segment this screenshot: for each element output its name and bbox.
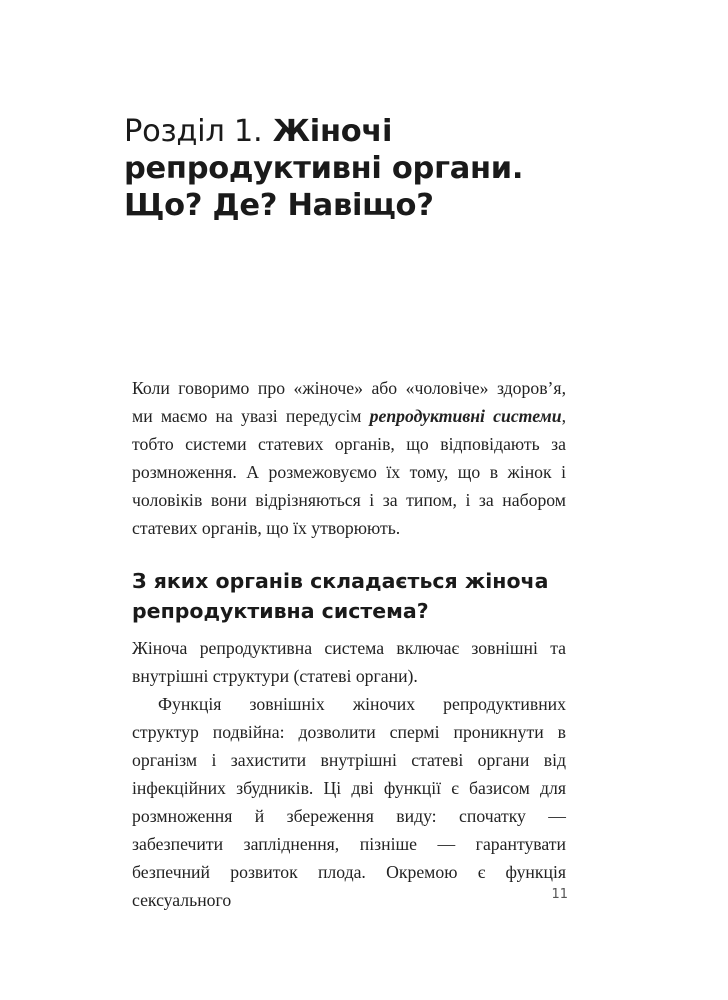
intro-paragraph <box>132 374 566 542</box>
chapter-title-text: Жіночі репродуктивні органи. Що? Де? Навіщо? <box>124 114 524 223</box>
intro-text-end: , тобто системи статевих органів, що відповідають за розмноження. А розмежовуємо їх тому, що в жінок і чоловіків вони відрізняються і за типом, і за набором статевих органів, що їх утворюють. <box>132 406 566 538</box>
section-heading: З яких органів складається жіноча репродуктивна система? <box>132 569 549 623</box>
section-body <box>132 634 566 914</box>
intro-text-start: Коли говоримо про «жіноче» або «чоловіче» здоров’я, ми маємо на увазі передусім <box>132 378 566 426</box>
body-paragraph-1: Жіноча репродуктивна система включає зовнішні та внутрішні структури (статеві органи). <box>132 638 566 686</box>
page-number: 11 <box>551 887 568 902</box>
chapter-label: Розділ 1. <box>124 114 263 149</box>
chapter-title <box>124 113 604 224</box>
intro-emphasis: репродуктивні системи <box>369 406 562 426</box>
body-paragraph-2: Функція зовнішніх жіночих репродуктивних структур подвійна: дозволити спермі проникнути в організм і захистити внутрішні статеві органи від інфекційних збудників. Ці дві функції є базисом для розмноження й збереження виду: спочатку — забезпечити запліднення, пізніше — гарантувати безпечний розвиток плода. Окремою є функція сексуального <box>132 694 566 910</box>
